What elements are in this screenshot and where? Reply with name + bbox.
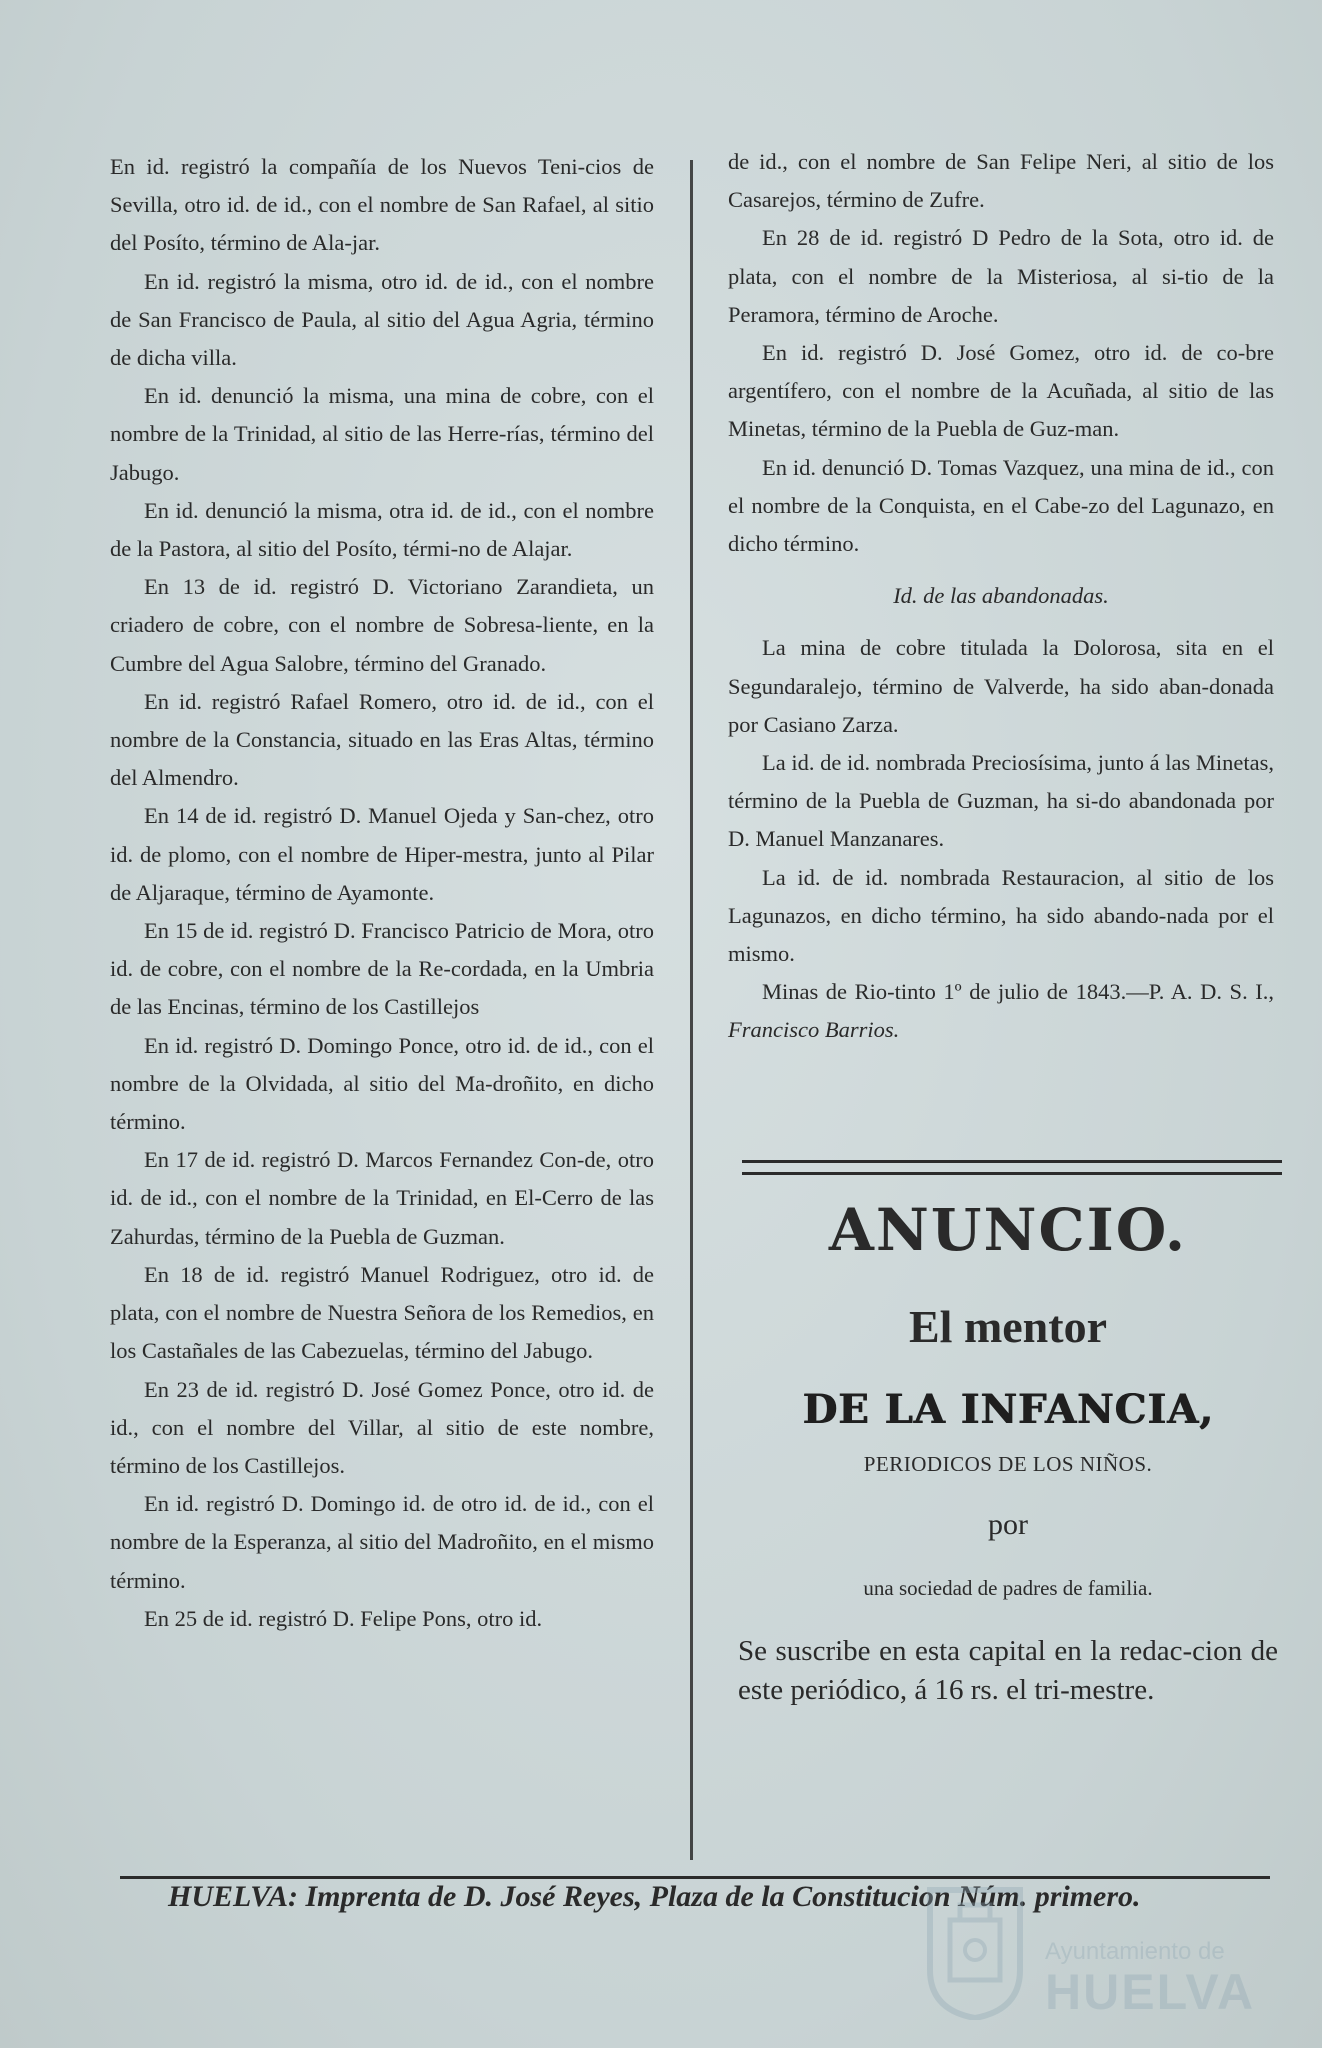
city-crest-icon — [920, 1880, 1030, 2020]
advert-society: una sociedad de padres de familia. — [863, 1576, 1153, 1600]
paragraph: En 18 de id. registró Manuel Rodriguez, otro id. de plata, con el nombre de Nuestra Señora de los Remedios, en los Castañales de las Cabezuelas, término del Jabugo. — [110, 1261, 654, 1364]
paragraph: En id. denunció la misma, otra id. de id., con el nombre de la Pastora, al sitio del Posíto, térmi-no de Alajar. — [110, 497, 654, 562]
section-heading: Id. de las abandonadas. — [893, 583, 1109, 609]
advert-por: por — [988, 1508, 1028, 1541]
paragraph: En id. registró D. Domingo Ponce, otro id. de id., con el nombre de la Olvidada, al sitio del Ma-droñito, en dicho término. — [110, 1032, 654, 1135]
watermark-small-text: Ayuntamiento de — [1045, 1938, 1225, 1965]
signature-text: Minas de Rio-tinto 1º de julio de 1843.—P. A. D. S. I., — [762, 979, 1274, 1005]
paragraph: de id., con el nombre de San Felipe Neri, al sitio de los Casarejos, término de Zufre. — [728, 149, 1274, 213]
paragraph: En id. denunció la misma, una mina de cobre, con el nombre de la Trinidad, al sitio de las Herre-rías, término del Jabugo. — [110, 383, 654, 485]
paragraph: La mina de cobre titulada la Dolorosa, sita en el Segundaralejo, término de Valverde, ha sido aban-donada por Casiano Zarza. — [728, 635, 1274, 737]
paragraph: En 15 de id. registró D. Francisco Patricio de Mora, otro id. de cobre, con el nombre de la Re-cordada, en la Umbria de las Encinas, término de los Castillejos — [110, 918, 654, 1020]
paragraph: En id. registró la compañía de los Nuevos Teni-cios de Sevilla, otro id. de id., con el nombre de San Rafael, al sitio del Posíto, término de Ala-jar. — [110, 154, 654, 256]
paragraph: En id. registró D. José Gomez, otro id. de co-bre argentífero, con el nombre de la Acuñada, al sitio de las Minetas, término de la Puebla de Guz-man. — [728, 340, 1274, 442]
paragraph: En 17 de id. registró D. Marcos Fernandez Con-de, otro id. de id., con el nombre de la Trinidad, en El-Cerro de las Zahurdas, término de la Puebla de Guzman. — [110, 1147, 654, 1249]
section-rule — [742, 1160, 1282, 1175]
paragraph: En 14 de id. registró D. Manuel Ojeda y San-chez, otro id. de plomo, con el nombre de Hiper-mestra, junto al Pilar de Aljaraque, término de Ayamonte. — [110, 803, 654, 905]
paragraph: En id. registró Rafael Romero, otro id. de id., con el nombre de la Constancia, situado en las Eras Altas, término del Almendro. — [110, 688, 654, 791]
left-column — [110, 148, 654, 1638]
advert-line: PERIODICOS DE LOS NIÑOS. — [863, 1452, 1153, 1476]
paragraph: En id. registró D. Domingo id. de otro id. de id., con el nombre de la Esperanza, al sitio del Madroñito, en el mismo término. — [110, 1491, 654, 1593]
paragraph: En id. registró la misma, otro id. de id., con el nombre de San Francisco de Paula, al sitio del Agua Agria, término de dicha villa. — [110, 268, 654, 371]
watermark-big-text: HUELVA — [1045, 1964, 1256, 2020]
paragraph: La id. de id. nombrada Preciosísima, junto á las Minetas, término de la Puebla de Guzman, ha si-do abandonada por D. Manuel Manzanares. — [728, 750, 1274, 852]
signature-line — [728, 973, 1274, 1049]
column-divider — [690, 160, 693, 1860]
advert-name: El mentor — [908, 1301, 1107, 1352]
paragraph: En 23 de id. registró D. José Gomez Ponce, otro id. de id., con el nombre del Villar, al sitio de este nombre, término de los Castillejos. — [110, 1376, 654, 1478]
signature-name: Francisco Barrios. — [728, 1017, 900, 1043]
advert-body: Se suscribe en esta capital en la redac-cion de este periódico, á 16 rs. el tri-mestre. — [738, 1635, 1278, 1706]
paragraph: La id. de id. nombrada Restauracion, al sitio de los Lagunazos, en dicho término, ha sido abando-nada por el mismo. — [728, 864, 1274, 967]
watermark — [900, 1860, 1300, 2030]
paragraph: En id. denunció D. Tomas Vazquez, una mina de id., con el nombre de la Conquista, en el Cabe-zo del Lagunazo, en dicho término. — [728, 454, 1274, 557]
imprint-line: HUELVA: Imprenta de D. José Reyes, Plaza de la Constitucion Núm. primero. — [168, 1880, 1141, 1913]
advert-subtitle: DE LA INFANCIA, — [802, 1386, 1214, 1433]
paragraph: En 28 de id. registró D Pedro de la Sota, otro id. de plata, con el nombre de la Misteriosa, al si-tio de la Peramora, término de Aroche. — [728, 225, 1274, 327]
right-column — [728, 143, 1274, 1050]
paragraph: En 25 de id. registró D. Felipe Pons, otro id. — [144, 1605, 543, 1631]
paragraph: En 13 de id. registró D. Victoriano Zarandieta, un criadero de cobre, con el nombre de Sobresa-liente, en la Cumbre del Agua Salobre, término del Granado. — [110, 574, 654, 676]
advert-title: ANUNCIO. — [828, 1196, 1188, 1264]
